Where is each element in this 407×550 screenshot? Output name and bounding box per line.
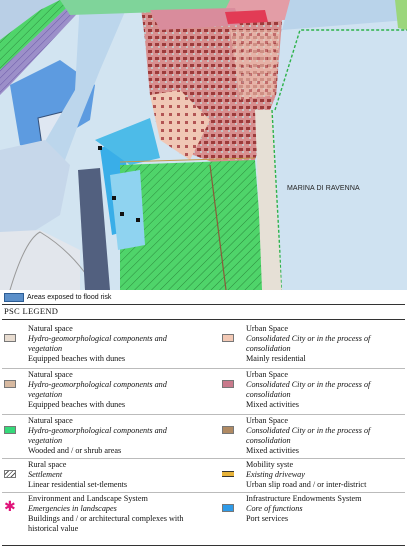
divider [2,304,405,305]
legend-item-title: Urban Space [246,416,289,425]
legend-item-description: Urban slip road and / or inter-district [246,480,367,489]
legend-item-left-4 [4,494,194,534]
legend-item-title: Infrastructure Endowments System [246,494,362,503]
legend-item-title: Environment and Landscape System [28,494,148,503]
legend-text [246,370,407,410]
legend-item-description: Linear residential set-tlements [28,480,128,489]
legend-text [28,324,194,364]
legend-item-subtitle: Hydro-geomorphological components and vegetation [28,380,167,399]
legend-item-left-0 [4,324,194,364]
red-block-top [225,10,268,24]
legend-item-subtitle: Consolidated City or in the process of consolidation [246,380,371,399]
legend-item-title: Rural space [28,460,67,469]
legend-item-title: Mobility syste [246,460,294,469]
legend-item-right-3 [222,460,407,490]
marker [136,218,140,222]
legend-item-description: Equipped beaches with dunes [28,354,126,363]
legend-item-right-2 [222,416,407,456]
legend-title: PSC LEGEND [4,306,59,316]
legend-row-divider [2,492,405,493]
legend-swatch [4,470,16,478]
legend-row-divider [2,414,405,415]
legend-text [246,324,407,364]
legend-item-right-0 [222,324,407,364]
legend-item-subtitle: Emergencies in landscapes [28,504,117,513]
legend-row-divider [2,458,405,459]
legend-item-subtitle: Consolidated City or in the process of consolidation [246,426,371,445]
legend-item-subtitle: Consolidated City or in the process of consolidation [246,334,371,353]
legend-swatch [222,334,234,342]
flood-label: Areas exposed to flood risk [27,293,112,301]
marker [112,196,116,200]
legend-item-subtitle: Existing driveway [246,470,305,479]
legend-item-description: Mixed activities [246,446,299,455]
legend-item-title: Natural space [28,370,73,379]
legend-swatch [4,380,16,388]
legend-swatch [222,471,234,477]
legend-item-subtitle: Hydro-geomorphological components and vegetation [28,426,167,445]
legend-swatch [222,426,234,434]
legend-item-description: Mainly residential [246,354,306,363]
legend-item-description: Wooded and / or shrub areas [28,446,122,455]
divider [2,319,405,320]
legend-item-title: Urban Space [246,324,289,333]
legend-item-left-3 [4,460,194,490]
legend-item-left-1 [4,370,194,410]
legend-item-right-4 [222,494,407,524]
marker [98,146,102,150]
legend-text [28,416,194,456]
legend-text [28,460,127,490]
legend-item-subtitle: Settlement [28,470,63,479]
legend-text [28,370,194,410]
place-label: MARINA DI RAVENNA [287,185,360,192]
legend-item-subtitle: Hydro-geomorphological components and vegetation [28,334,167,353]
legend-text [28,494,194,534]
legend-swatch [222,504,234,512]
open-sea [275,20,407,290]
legend-item-title: Natural space [28,416,73,425]
legend-item-subtitle: Core of functions [246,504,303,513]
legend-item-left-2 [4,416,194,456]
legend-item-description: Equipped beaches with dunes [28,400,126,409]
legend-row-divider [2,368,405,369]
marker [120,212,124,216]
legend-swatch [4,334,16,342]
legend-item-title: Natural space [28,324,73,333]
legend-text [246,460,366,490]
star-icon: ✱ [4,499,16,515]
legend-item-right-1 [222,370,407,410]
legend-item-description: Buildings and / or architectural complexes with historical value [28,514,184,533]
legend-item-description: Port services [246,514,289,523]
flood-legend [4,292,111,302]
legend-swatch [4,426,16,434]
divider [2,545,405,546]
legend-text [246,494,362,524]
flood-swatch [4,293,24,302]
legend-item-description: Mixed activities [246,400,299,409]
legend-swatch [222,380,234,388]
legend-item-title: Urban Space [246,370,289,379]
legend-text [246,416,407,456]
